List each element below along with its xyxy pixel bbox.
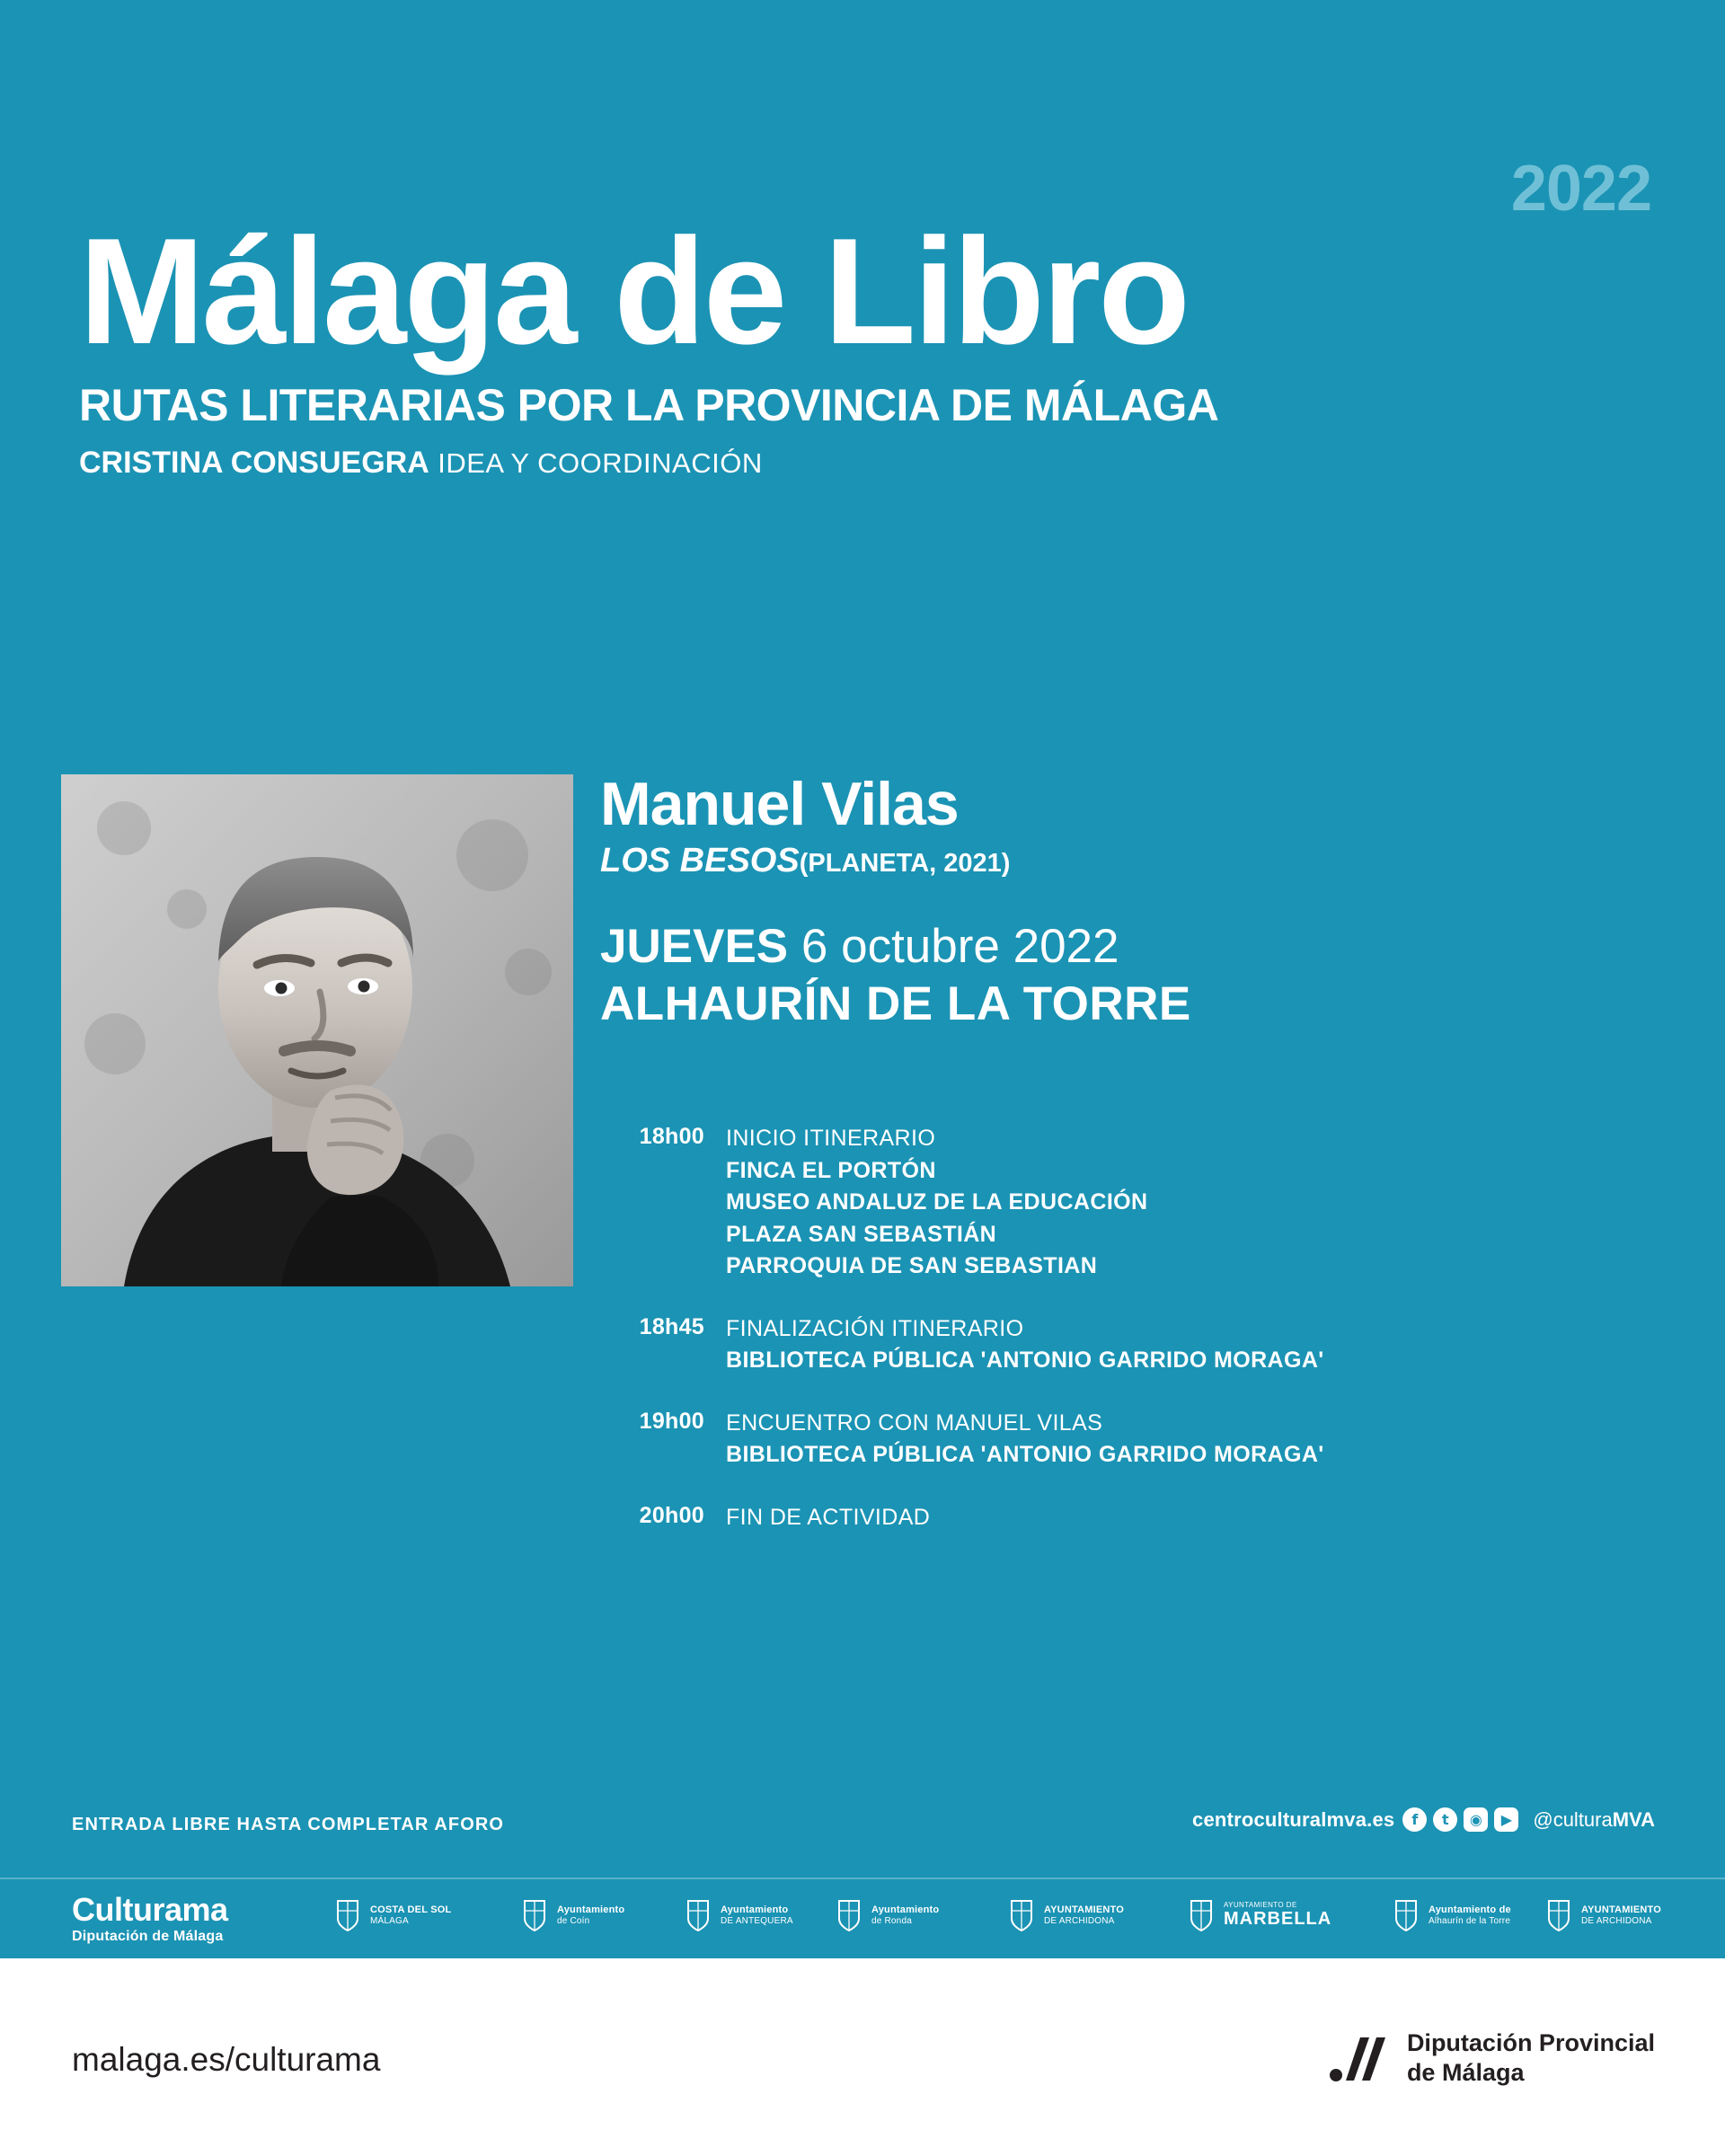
handle-prefix: @cultura bbox=[1533, 1807, 1613, 1831]
logo-line1: AYUNTAMIENTO bbox=[1581, 1904, 1661, 1915]
portrait-graphic bbox=[61, 774, 573, 1286]
logo-line2: de Ronda bbox=[871, 1915, 912, 1926]
credit-line bbox=[79, 446, 1660, 481]
logo-line2: DE ANTEQUERA bbox=[721, 1915, 793, 1926]
culturama-logo-main: Culturama bbox=[72, 1891, 228, 1928]
logo-line2: Alhaurín de la Torre bbox=[1429, 1915, 1511, 1926]
instagram-icon[interactable]: ◉ bbox=[1464, 1807, 1488, 1832]
logo-line1: AYUNTAMIENTO bbox=[1044, 1904, 1124, 1915]
diputacion-line1: Diputación Provincial bbox=[1406, 2029, 1655, 2056]
author-photo bbox=[61, 774, 573, 1286]
culturama-logo bbox=[72, 1891, 228, 1945]
youtube-icon[interactable]: ▶ bbox=[1494, 1807, 1518, 1832]
crest-icon bbox=[834, 1897, 864, 1933]
schedule-line: INICIO ITINERARIO bbox=[726, 1126, 936, 1151]
event-date bbox=[600, 918, 1633, 976]
logo-text bbox=[721, 1904, 793, 1926]
logo-text bbox=[1044, 1904, 1124, 1926]
social-handle bbox=[1533, 1808, 1655, 1832]
schedule-line: PARROQUIA DE SAN SEBASTIAN bbox=[726, 1253, 1098, 1278]
logo-line2: MARBELLA bbox=[1224, 1909, 1332, 1930]
logo-line1: COSTA DEL SOL bbox=[370, 1904, 452, 1915]
ayuntamiento-de-ronda-logo bbox=[834, 1897, 939, 1933]
schedule-line: PLAZA SAN SEBASTIÁN bbox=[726, 1221, 997, 1247]
diputacion-text bbox=[1407, 2028, 1655, 2088]
logo-line2: DE ARCHIDONA bbox=[1581, 1915, 1652, 1926]
schedule-line: ENCUENTRO CON MANUEL VILAS bbox=[726, 1409, 1103, 1436]
web-social-row bbox=[1192, 1807, 1655, 1832]
sponsor-logos-strip bbox=[0, 1878, 1725, 1958]
diputacion-logo bbox=[1326, 2028, 1655, 2088]
schedule-entry bbox=[600, 1313, 1660, 1377]
logo-line1: Ayuntamiento bbox=[557, 1904, 625, 1915]
crest-icon bbox=[1006, 1897, 1037, 1933]
schedule-time: 18h00 bbox=[639, 1124, 704, 1149]
ayuntamiento-de-antequera-logo bbox=[683, 1897, 793, 1933]
schedule-entry bbox=[600, 1502, 1660, 1534]
schedule-line: BIBLIOTECA PÚBLICA 'ANTONIO GARRIDO MORAGA' bbox=[726, 1348, 1324, 1373]
schedule-lines bbox=[704, 1408, 1324, 1471]
event-date-rest: 6 octubre 2022 bbox=[801, 920, 1119, 974]
logo-line1: AYUNTAMIENTO DE bbox=[1224, 1900, 1297, 1909]
schedule-line: MUSEO ANDALUZ DE LA EDUCACIÓN bbox=[726, 1189, 1148, 1215]
twitter-icon[interactable]: t bbox=[1433, 1807, 1457, 1832]
schedule-list bbox=[600, 1123, 1660, 1564]
book-title: LOS BESOS bbox=[600, 842, 800, 880]
schedule-entry bbox=[600, 1123, 1660, 1283]
event-date-day: JUEVES bbox=[600, 920, 789, 974]
crest-icon bbox=[1544, 1897, 1574, 1933]
website-link[interactable]: centroculturalmva.es bbox=[1192, 1807, 1395, 1831]
author-block bbox=[600, 770, 1633, 1033]
diputacion-line2: de Málaga bbox=[1406, 2058, 1525, 2086]
logo-text bbox=[1429, 1904, 1511, 1926]
logo-line2: MÁLAGA bbox=[370, 1915, 409, 1926]
crest-icon bbox=[1391, 1897, 1421, 1933]
facebook-icon[interactable]: f bbox=[1402, 1807, 1427, 1832]
logo-line2: DE ARCHIDONA bbox=[1044, 1915, 1115, 1926]
schedule-line: BIBLIOTECA PÚBLICA 'ANTONIO GARRIDO MORAGA' bbox=[726, 1442, 1324, 1467]
bottom-bar bbox=[0, 1958, 1725, 2156]
schedule-time: 19h00 bbox=[639, 1408, 704, 1434]
schedule-lines bbox=[704, 1502, 930, 1534]
schedule-lines bbox=[704, 1123, 1147, 1283]
costa-del-sol-malaga-logo bbox=[332, 1897, 451, 1933]
book-line bbox=[600, 842, 1633, 880]
logo-line2: de Coín bbox=[557, 1915, 590, 1926]
schedule-time: 20h00 bbox=[639, 1502, 704, 1528]
schedule-lines bbox=[704, 1313, 1324, 1377]
schedule-line: FIN DE ACTIVIDAD bbox=[726, 1504, 931, 1530]
credit-name: CRISTINA CONSUEGRA bbox=[79, 446, 429, 480]
event-place: ALHAURÍN DE LA TORRE bbox=[600, 976, 1191, 1030]
handle-suffix: MVA bbox=[1612, 1807, 1655, 1831]
schedule-line: FINALIZACIÓN ITINERARIO bbox=[726, 1315, 1024, 1341]
crest-icon bbox=[519, 1897, 550, 1933]
bottom-url[interactable]: malaga.es/culturama bbox=[72, 2041, 381, 2078]
ayuntamiento-de-archidona-2-logo bbox=[1544, 1897, 1661, 1933]
crest-icon bbox=[683, 1897, 713, 1933]
free-entry-note: ENTRADA LIBRE HASTA COMPLETAR AFORO bbox=[72, 1815, 505, 1834]
page-title: Málaga de Libro bbox=[79, 207, 1188, 376]
book-publisher: (PLANETA, 2021) bbox=[799, 849, 1011, 879]
author-name: Manuel Vilas bbox=[600, 770, 959, 838]
ayuntamiento-alhaurin-de-la-torre-logo bbox=[1391, 1897, 1511, 1933]
marbella-logo bbox=[1186, 1897, 1331, 1933]
schedule-line: FINCA EL PORTÓN bbox=[726, 1157, 936, 1183]
diputacion-mark-icon bbox=[1326, 2030, 1391, 2086]
credit-role: IDEA Y COORDINACIÓN bbox=[438, 447, 763, 479]
title-row bbox=[79, 153, 1660, 376]
crest-icon bbox=[1186, 1897, 1216, 1933]
schedule-entry bbox=[600, 1408, 1660, 1471]
logo-text bbox=[1581, 1904, 1661, 1926]
logo-text bbox=[370, 1904, 451, 1926]
logo-text bbox=[1224, 1901, 1331, 1930]
year-label: 2022 bbox=[1510, 153, 1651, 225]
crest-icon bbox=[332, 1897, 363, 1933]
logo-text bbox=[871, 1904, 939, 1926]
poster-header bbox=[79, 153, 1660, 481]
social-icons bbox=[1402, 1807, 1518, 1832]
logo-line1: Ayuntamiento bbox=[721, 1904, 789, 1915]
subtitle: RUTAS LITERARIAS POR LA PROVINCIA DE MÁLAGA bbox=[79, 380, 1219, 430]
logo-line1: Ayuntamiento de bbox=[1429, 1904, 1511, 1915]
logo-text bbox=[557, 1904, 624, 1926]
culturama-logo-sub: Diputación de Málaga bbox=[72, 1929, 224, 1944]
schedule-time: 18h45 bbox=[639, 1313, 704, 1339]
logo-line1: Ayuntamiento bbox=[871, 1904, 940, 1915]
ayuntamiento-de-coin-logo bbox=[519, 1897, 624, 1933]
ayuntamiento-de-archidona-logo bbox=[1006, 1897, 1124, 1933]
